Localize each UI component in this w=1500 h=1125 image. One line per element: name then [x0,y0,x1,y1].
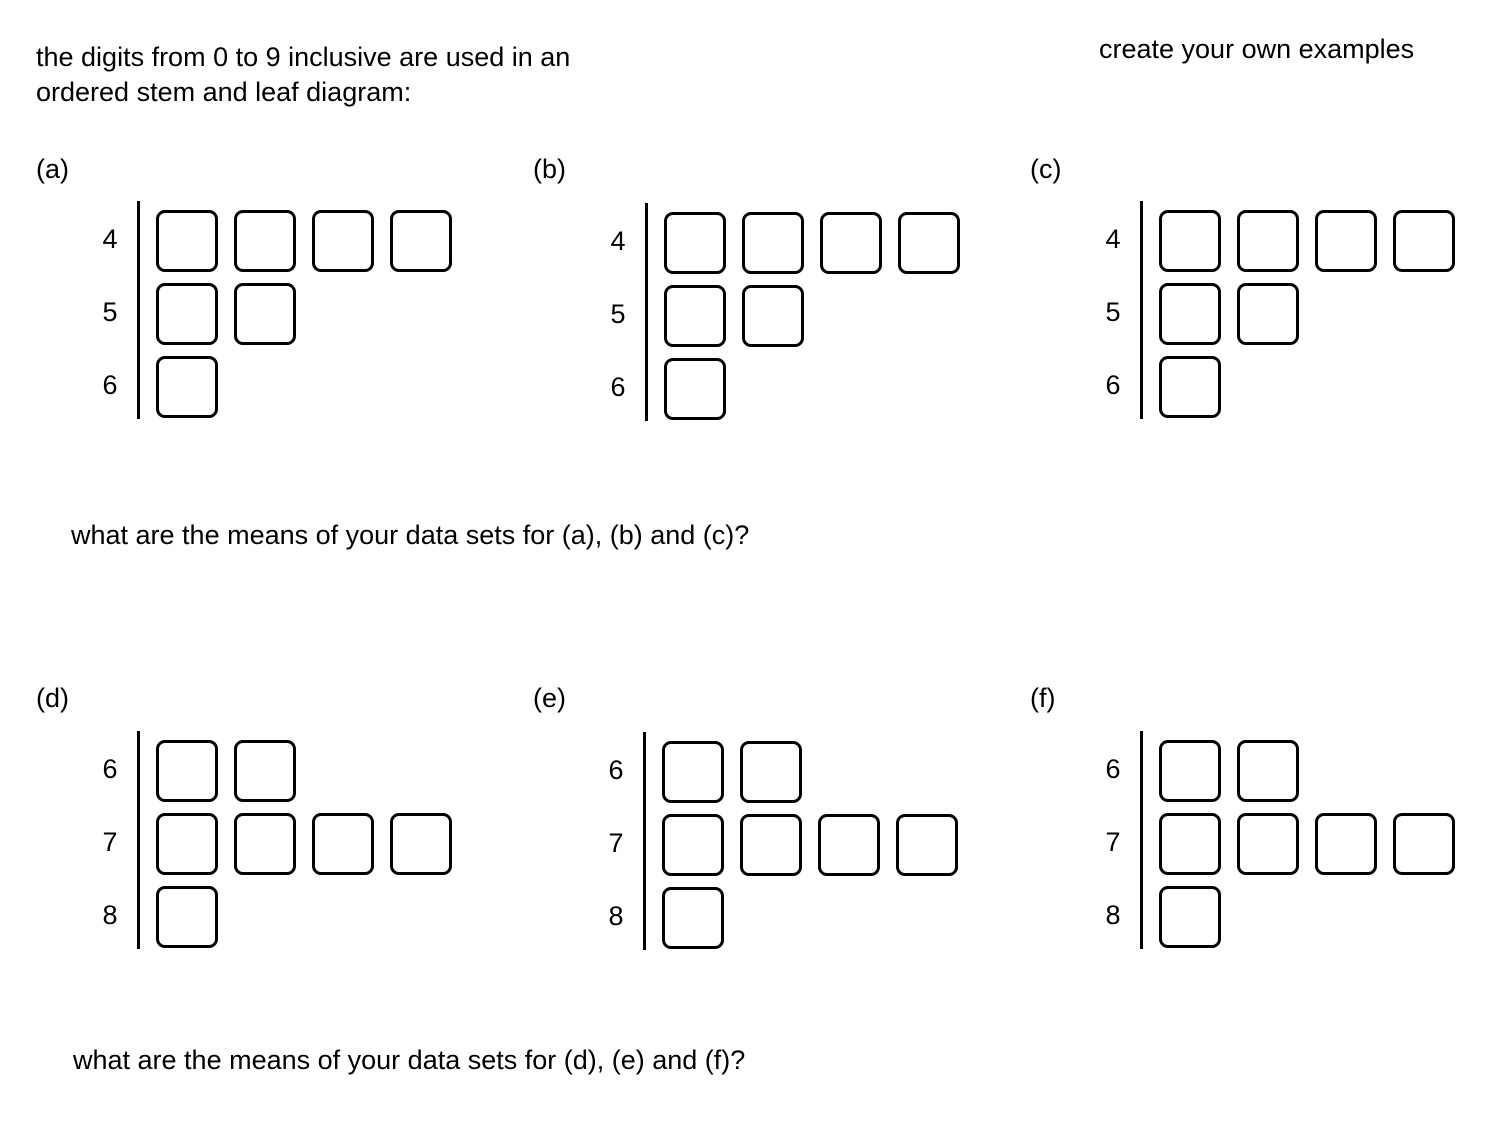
stem-value: 8 [608,901,624,931]
question-means-def: what are the means of your data sets for (d), (e) and (f)? [73,1045,746,1075]
create-own-examples-note: create your own examples [1099,34,1415,64]
part-label: (e) [533,683,566,713]
stem-leaf-diagram [99,201,459,421]
leaf-row [662,887,724,949]
leaf-row [1159,283,1299,345]
leaf-box[interactable] [156,356,218,418]
leaf-box[interactable] [234,813,296,875]
part-label: (f) [1030,683,1056,713]
stem-divider-line [1140,201,1143,419]
leaf-box[interactable] [1159,813,1221,875]
leaf-box[interactable] [1315,210,1377,272]
stem-value: 4 [610,226,626,256]
leaf-box[interactable] [1237,210,1299,272]
leaf-row [1159,813,1455,875]
leaf-box[interactable] [818,814,880,876]
leaf-box[interactable] [1393,813,1455,875]
instructions-text: the digits from 0 to 9 inclusive are used in an ordered stem and leaf diagram: [36,42,571,107]
leaf-box[interactable] [156,210,218,272]
leaf-box[interactable] [898,212,960,274]
leaf-box[interactable] [664,358,726,420]
leaf-box[interactable] [1159,356,1221,418]
leaf-box[interactable] [742,285,804,347]
leaf-box[interactable] [662,887,724,949]
leaf-row [1159,886,1221,948]
stem-divider-line [137,201,140,419]
stem-value: 8 [102,900,118,930]
leaf-box[interactable] [156,813,218,875]
part-label: (a) [36,154,69,184]
leaf-box[interactable] [1237,740,1299,802]
leaf-box[interactable] [820,212,882,274]
leaf-row [662,814,958,876]
leaf-row [156,886,218,948]
stem-value: 6 [610,372,626,402]
leaf-box[interactable] [664,285,726,347]
stem-leaf-diagram [607,203,967,423]
leaf-row [156,356,218,418]
question-means-abc: what are the means of your data sets for (a), (b) and (c)? [71,520,750,550]
stem-value: 7 [1105,827,1121,857]
stem-value: 5 [610,299,626,329]
leaf-row [156,740,296,802]
leaf-row [156,210,452,272]
leaf-box[interactable] [1159,283,1221,345]
leaf-box[interactable] [662,814,724,876]
leaf-box[interactable] [390,813,452,875]
stem-leaf-diagram [1102,731,1462,951]
stem-value: 6 [102,370,118,400]
leaf-box[interactable] [1159,740,1221,802]
leaf-row [156,283,296,345]
leaf-box[interactable] [1159,886,1221,948]
part-label: (c) [1030,154,1062,184]
stem-value: 6 [608,755,624,785]
leaf-box[interactable] [156,886,218,948]
part-label: (d) [36,683,69,713]
stem-value: 6 [1105,370,1121,400]
leaf-box[interactable] [1393,210,1455,272]
leaf-box[interactable] [662,741,724,803]
stem-value: 4 [1105,224,1121,254]
leaf-row [1159,210,1455,272]
leaf-box[interactable] [156,740,218,802]
leaf-row [664,358,726,420]
leaf-row [1159,740,1299,802]
stem-value: 4 [102,224,118,254]
leaf-box[interactable] [896,814,958,876]
leaf-box[interactable] [1237,283,1299,345]
leaf-row [156,813,452,875]
stem-leaf-diagram [1102,201,1462,421]
stem-value: 5 [1105,297,1121,327]
leaf-box[interactable] [664,212,726,274]
leaf-box[interactable] [1237,813,1299,875]
stem-divider-line [137,731,140,949]
leaf-row [1159,356,1221,418]
leaf-box[interactable] [740,814,802,876]
stem-divider-line [645,203,648,421]
stem-value: 6 [102,754,118,784]
stem-value: 7 [102,827,118,857]
stem-value: 7 [608,828,624,858]
leaf-box[interactable] [742,212,804,274]
leaf-row [664,212,960,274]
stem-value: 6 [1105,754,1121,784]
leaf-box[interactable] [234,210,296,272]
stem-value: 8 [1105,900,1121,930]
part-label: (b) [533,154,566,184]
leaf-box[interactable] [234,740,296,802]
stem-leaf-diagram [99,731,459,951]
leaf-box[interactable] [234,283,296,345]
leaf-box[interactable] [1159,210,1221,272]
stem-leaf-diagram [605,732,965,952]
leaf-row [662,741,802,803]
stem-value: 5 [102,297,118,327]
leaf-row [664,285,804,347]
leaf-box[interactable] [156,283,218,345]
leaf-box[interactable] [390,210,452,272]
leaf-box[interactable] [312,813,374,875]
stem-divider-line [1140,731,1143,949]
leaf-box[interactable] [740,741,802,803]
leaf-box[interactable] [312,210,374,272]
stem-divider-line [643,732,646,950]
leaf-box[interactable] [1315,813,1377,875]
